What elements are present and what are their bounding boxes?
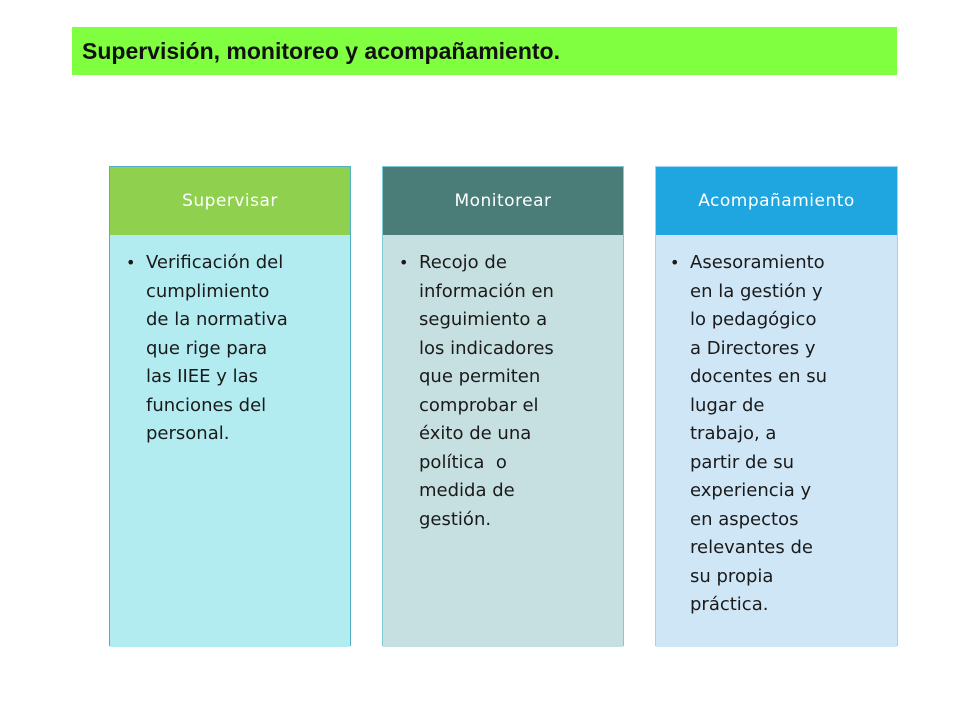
column-monitorear: [382, 166, 624, 646]
list-item-line: gestión.: [419, 508, 492, 530]
list-item-line: su propia: [690, 565, 774, 587]
list-item-line: política o: [419, 451, 507, 473]
list-item-line: de la normativa: [146, 309, 288, 330]
list-item-line: medida de: [419, 480, 515, 501]
column-body-acompanamiento: [656, 235, 897, 647]
column-header-acompanamiento: Acompañamiento: [656, 167, 897, 235]
column-header-supervisar: Supervisar: [110, 167, 350, 235]
list-item-line: relevantes de: [690, 537, 813, 558]
list-item-line: personal.: [146, 423, 230, 444]
list-item-line: los indicadores: [419, 337, 554, 359]
list-item-line: seguimiento a: [419, 309, 548, 330]
column-body-supervisar: [110, 235, 350, 647]
column-body-monitorear: [383, 235, 623, 647]
list-item-line: experiencia y: [690, 480, 812, 501]
list-item: [124, 249, 288, 449]
list-item-line: trabajo, a: [690, 423, 777, 444]
column-header-monitorear: Monitorear: [383, 167, 623, 235]
list-item-line: comprobar el: [419, 394, 539, 416]
list-item-line: que permiten: [419, 366, 541, 387]
list-item-line: partir de su: [690, 451, 795, 473]
list-item-line: que rige para: [146, 337, 268, 359]
list-item-line: éxito de una: [419, 423, 532, 444]
list-item-line: información en: [419, 280, 554, 302]
bullet-icon: •: [126, 253, 136, 272]
list-item-line: funciones del: [146, 394, 267, 416]
list-item: [397, 249, 554, 534]
list-item-line: a Directores y: [690, 337, 816, 359]
list-item-line: Asesoramiento: [690, 252, 825, 273]
list-item-line: lugar de: [690, 394, 765, 416]
list-item-line: en aspectos: [690, 508, 799, 530]
column-supervisar: [109, 166, 351, 646]
list-item: [668, 249, 827, 620]
list-item-line: cumplimiento: [146, 280, 270, 302]
list-item-line: Verificación del: [146, 252, 284, 273]
list-item-line: lo pedagógico: [690, 309, 817, 330]
column-acompanamiento: [655, 166, 898, 646]
bullet-list-acompanamiento: [668, 249, 827, 620]
list-item-line: práctica.: [690, 594, 769, 615]
bullet-icon: •: [670, 253, 680, 272]
page-title: [72, 27, 897, 75]
list-item-line: en la gestión y: [690, 280, 823, 302]
list-item-line: las IIEE y las: [146, 366, 258, 387]
list-item-line: docentes en su: [690, 366, 828, 387]
list-item-line: Recojo de: [419, 252, 507, 273]
bullet-list-supervisar: [124, 249, 288, 449]
page-title-text: Supervisión, monitoreo y acompañamiento.: [82, 37, 560, 64]
bullet-list-monitorear: [397, 249, 554, 534]
bullet-icon: •: [399, 253, 409, 272]
